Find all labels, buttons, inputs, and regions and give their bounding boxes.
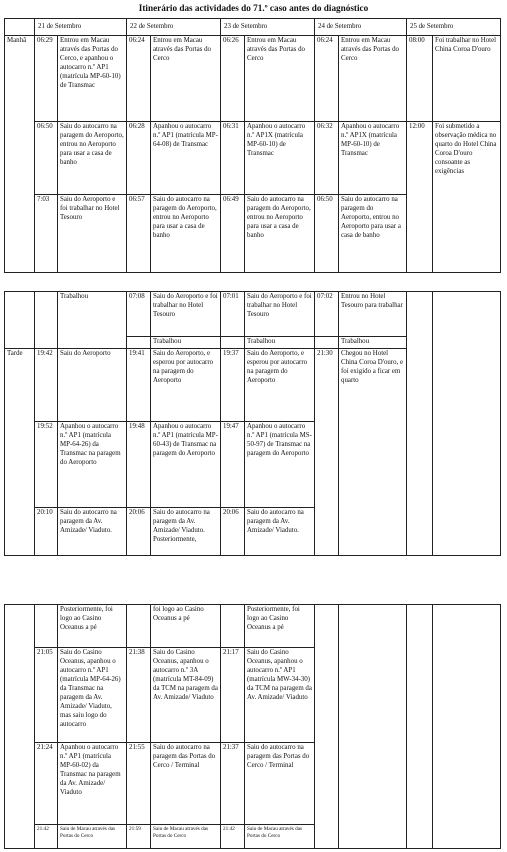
blank-cell [5,605,35,849]
day-header: 23 de Setembro [221,19,315,36]
activity-cell: Entrou em Macau através das Portas do Cerco [245,36,315,122]
time-cell: 06:26 [221,36,245,122]
activity-cell: Saiu do Casino Oceanus, apanhou o autocarro n.º AP1 (matrícula MW-34-30) da TCM na paragem da Av. Amizade/ Viaduto [245,648,315,743]
activity-cell: Trabalhou [58,292,127,349]
activity-cell: Saiu do autocarro na paragem do Aeroporto, entrou no Aeroporto para usar a casa de banho [245,195,315,273]
time-cell: 19:37 [221,348,245,421]
activity-cell: Apanhou o autocarro n.º AP1 (matrícula MP-60-43) de Transmac na paragem do Aeroporto [151,421,221,507]
activity-cell: Apanhou o autocarro n.º AP1 (matrícula MP-64-08) de Transmac [151,122,221,195]
time-cell: 06:24 [315,36,339,122]
activity-cell: Saiu do autocarro na paragem do Aeroporto, entrou no Aeroporto para usar a casa de banho [339,195,407,273]
activity-cell: Saiu de Macau através das Portas do Cerco [245,825,315,849]
time-cell: 08:00 [407,36,433,122]
activity-cell: Trabalhou [245,337,315,349]
time-cell: 21:17 [221,648,245,743]
table-row [5,605,501,648]
blank-cell [5,292,35,349]
corner-cell [5,19,35,36]
activity-cell: Saiu do Aeroporto [58,348,127,421]
blank-cell [127,605,151,648]
activity-cell: Saiu do Aeroporto e foi trabalhar no Hotel Tesouro [151,292,221,337]
activity-cell: Saiu do Casino Oceanus, apanhou o autocarro n.º 3A (matrícula MT-84-09) da TCM na paragem da Av. Amizade/ Viaduto [151,648,221,743]
activity-cell: Saiu do Aeroporto e foi trabalhar no Hotel Tesouro [245,292,315,337]
day-header: 24 de Setembro [315,19,407,36]
time-cell: 12:00 [407,122,433,273]
time-cell: 06:31 [221,122,245,195]
blank-cell [127,337,151,349]
blank-cell [407,292,433,556]
activity-cell: Entrou em Macau através das Portas do Cerco [151,36,221,122]
time-cell: 06:50 [315,195,339,273]
day-header: 21 de Setembro [35,19,127,36]
activity-cell: Saiu do autocarro na paragem da Av. Amizade/ Viaduto. [58,507,127,555]
table-row [5,292,501,337]
itinerary-table-2 [4,291,501,556]
time-cell: 20:06 [221,507,245,555]
time-cell: 06:32 [315,122,339,195]
time-cell: 07:01 [221,292,245,337]
activity-cell: Apanhou o autocarro n.º AP1X (matrícula MP-60-10) de Transmac [245,122,315,195]
activity-cell: Saiu do autocarro na paragem do Aeroporto, entrou no Aeroporto para usar a casa de banho [151,195,221,273]
time-cell: 06:24 [127,36,151,122]
time-cell: 21:38 [127,648,151,743]
time-cell: 21:24 [35,743,58,825]
activity-cell: Saiu do autocarro na paragem da Av. Amizade/ Viaduto. [245,507,315,555]
time-cell: 21:05 [35,648,58,743]
time-cell: 19:47 [221,421,245,507]
activity-cell: Trabalhou [151,337,221,349]
activity-cell: Trabalhou [339,337,407,349]
activity-cell: Apanhou o autocarro n.º AP1X (matrícula MP-60-10) de Transmac [339,122,407,195]
blank-cell [315,605,339,849]
blank-cell [433,292,501,556]
time-cell: 19:42 [35,348,58,421]
activity-cell: Saiu de Macau através das Portas do Cerco [151,825,221,849]
time-cell: 06:49 [221,195,245,273]
activity-cell: Saiu do autocarro na paragem das Portas do Cerco / Terminal [245,743,315,825]
time-cell: 07:02 [315,292,339,337]
time-cell: 21:42 [221,825,245,849]
activity-cell: Saiu do Casino Oceanus, apanhou o autocarro n.º AP1 (matrícula MP-64-26) da Transmac na paragem da Av. Amizade/ Viaduto, mas saiu logo do autocarro [58,648,127,743]
time-cell: 7:03 [35,195,58,273]
blank-cell [221,337,245,349]
blank-cell [221,605,245,648]
time-cell: 21:37 [221,743,245,825]
time-cell: 07:08 [127,292,151,337]
time-cell: 06:50 [35,122,58,195]
time-cell: 19:41 [127,348,151,421]
activity-cell: Apanhou o autocarro n.º AP1 (matrícula MP-64-26) da Transmac na paragem do Aeroporto [58,421,127,507]
blank-cell [407,605,433,849]
activity-cell: Saiu do autocarro na paragem do Aeroporto, entrou no Aeroporto para usar a casa de banho [58,122,127,195]
activity-cell: Saiu do Aeroporto, e esperou por autocarro na paragem do Aeroporto [151,348,221,421]
table-row [5,36,501,122]
activity-cell: Apanhou o autocarro n.º AP1 (matrícula MP-60-02) da Transmac na paragem da Av. Amizade/ Viaduto [58,743,127,825]
time-cell: 21:59 [127,825,151,849]
activity-cell: Posteriormente, foi logo ao Casino Oceanus a pé [245,605,315,648]
activity-cell: Entrou em Macau através das Portas do Cerco [339,36,407,122]
activity-cell: Saiu do Aeroporto, e esperou por autocarro na paragem do Aeroporto [245,348,315,421]
activity-cell: Posteriormente, foi logo ao Casino Oceanus a pé [58,605,127,648]
activity-cell: Chegou no Hotel China Coroa D'ouro, e foi exigido a ficar em quarto [339,348,407,555]
time-cell [35,292,58,349]
activity-cell: Saiu do autocarro na paragem da Av. Amizade/ Viaduto. Posteriormente, [151,507,221,555]
activity-cell: Saiu de Macau através das Portas do Cerco [58,825,127,849]
itinerary-table-3 [4,604,501,849]
time-cell: 06:29 [35,36,58,122]
activity-cell: foi logo ao Casino Oceanus a pé [151,605,221,648]
period-label: Manhã [5,36,35,273]
blank-cell [339,605,407,849]
time-cell: 20:06 [127,507,151,555]
activity-cell: Foi trabalhar no Hotel China Coroa D'ouro [433,36,501,122]
time-cell: 06:28 [127,122,151,195]
activity-cell: Saiu do autocarro na paragem das Portas do Cerco / Terminal [151,743,221,825]
itinerary-table-1 [4,18,501,273]
time-cell: 21:55 [127,743,151,825]
time-cell: 19:52 [35,421,58,507]
blank-cell [35,605,58,648]
activity-cell: Entrou no Hotel Tesouro para trabalhar [339,292,407,337]
day-header: 22 de Setembro [127,19,221,36]
time-cell: 20:10 [35,507,58,555]
activity-cell: Foi submetido a observação médica no quarto do Hotel China Coroa D'ouro consoante as exigências [433,122,501,273]
blank-cell [315,337,339,349]
time-cell: 21:42 [35,825,58,849]
activity-cell: Entrou em Macau através das Portas do Cerco, e apanhou o autocarro n.º AP1 (matrícula MP-60-10) de Transmac [58,36,127,122]
day-header: 25 de Setembro [407,19,501,36]
day-header-row [5,19,501,36]
time-cell: 06:57 [127,195,151,273]
activity-cell: Saiu do Aeroporto e foi trabalhar no Hotel Tesouro [58,195,127,273]
table-row [5,122,501,195]
page-title: Itinerário das actividades do 71.º caso antes do diagnóstico [138,3,369,13]
blank-cell [433,605,501,849]
period-label: Tarde [5,348,35,555]
time-cell: 21:30 [315,348,339,555]
activity-cell: Apanhou o autocarro n.º AP1 (matrícula MS-50-97) de Transmac na paragem do Aeroporto [245,421,315,507]
time-cell: 19:48 [127,421,151,507]
